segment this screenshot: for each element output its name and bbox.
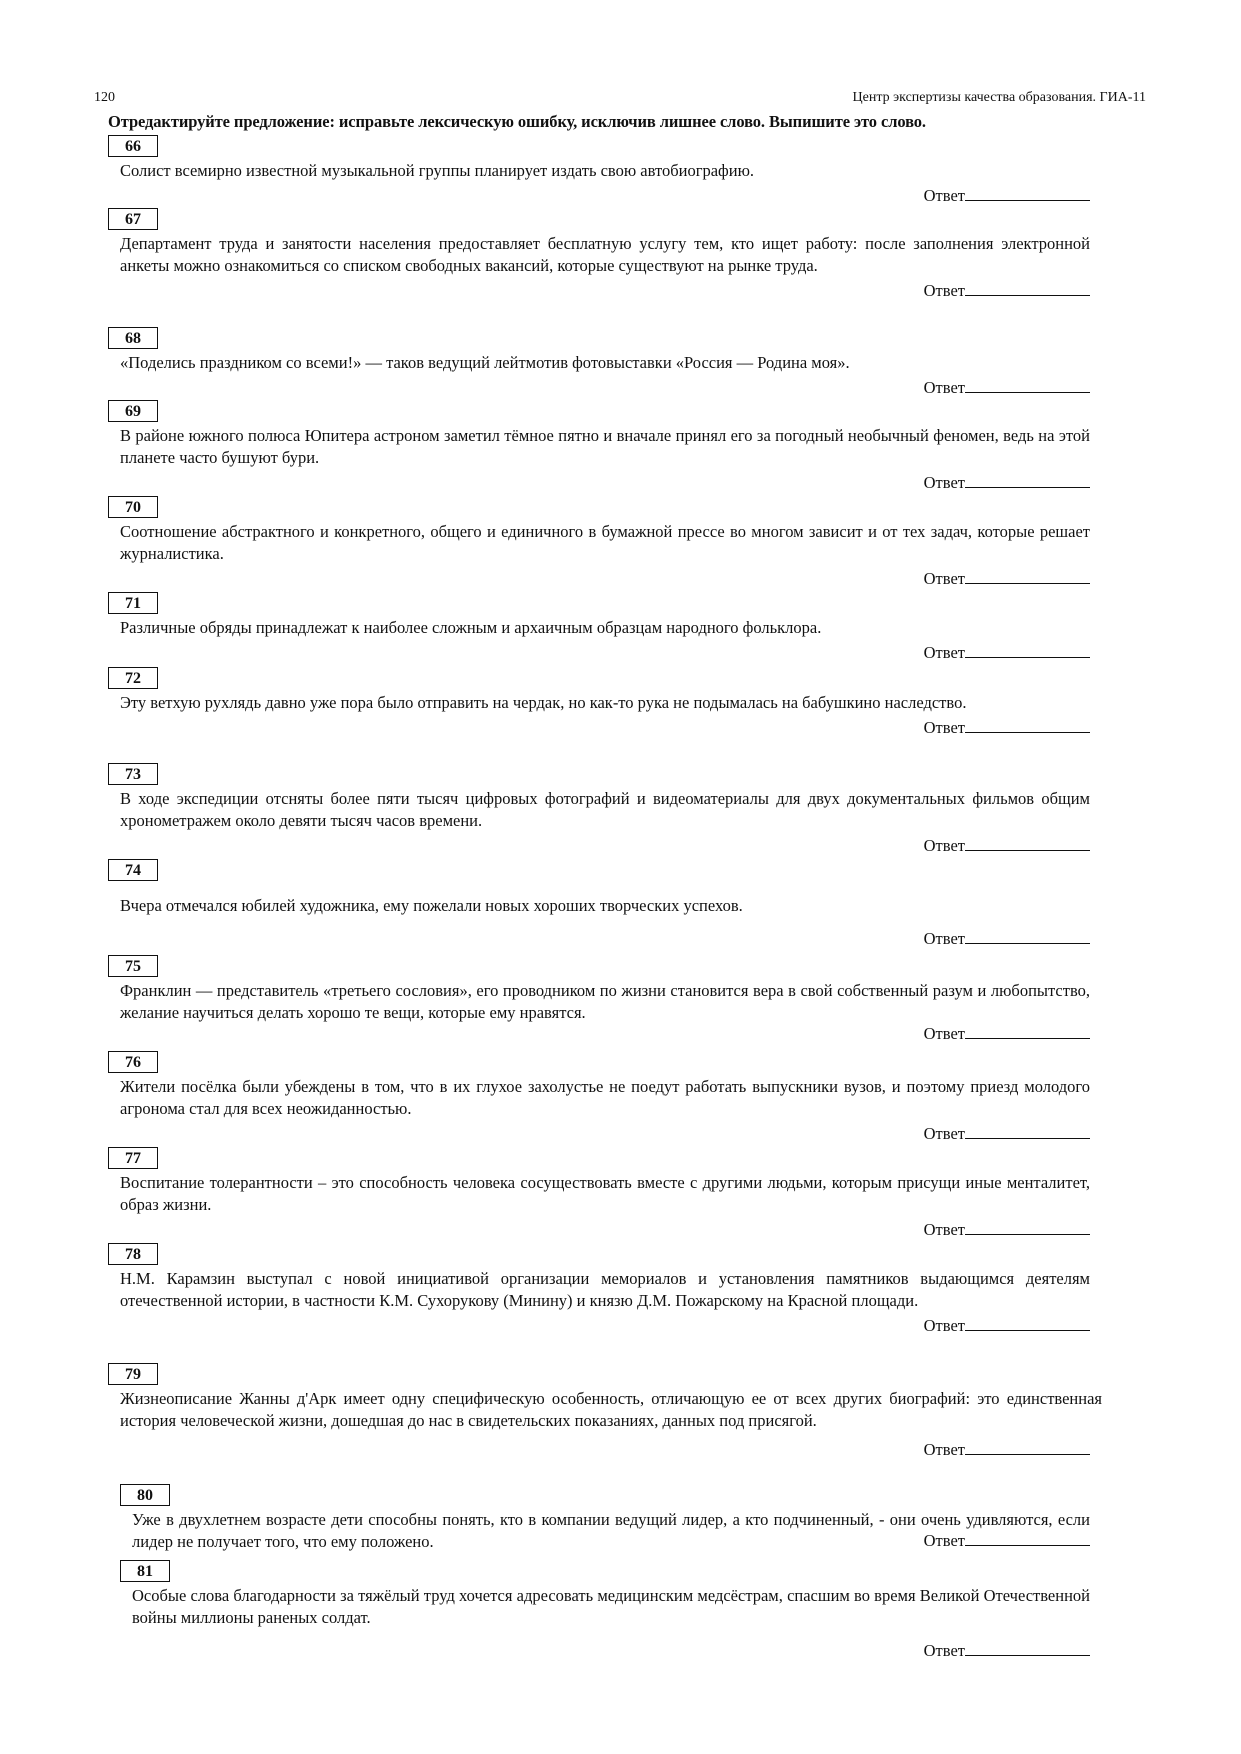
answer-label: Ответ <box>923 718 965 737</box>
answer-line[interactable] <box>965 1438 1090 1455</box>
answer-label: Ответ <box>923 1024 965 1043</box>
task-number: 72 <box>108 667 158 689</box>
answer-line[interactable] <box>965 184 1090 201</box>
task-71 <box>108 592 1090 664</box>
task-78 <box>108 1243 1090 1337</box>
task-text: Франклин — представитель «третьего сословия», его проводником по жизни становится вера в свой собственный разум и любопытство, желание научиться делать хорошо те вещи, которые ему нравятся. <box>120 981 1090 1022</box>
instruction: Отредактируйте предложение: исправьте лексическую ошибку, исключив лишнее слово. Выпишите это слово. <box>108 112 926 131</box>
task-number: 70 <box>108 496 158 518</box>
answer-field[interactable] <box>108 927 1090 950</box>
task-70 <box>108 496 1090 590</box>
task-80 <box>120 1484 1090 1552</box>
task-text: «Поделись праздником со всеми!» — таков ведущий лейтмотив фотовыставки «Россия — Родина моя». <box>120 353 850 372</box>
answer-label: Ответ <box>923 1531 965 1550</box>
task-74 <box>108 859 1090 950</box>
task-text: Вчера отмечался юбилей художника, ему пожелали новых хороших творческих успехов. <box>120 896 743 915</box>
task-79 <box>108 1363 1102 1461</box>
task-number: 75 <box>108 955 158 977</box>
task-76 <box>108 1051 1090 1145</box>
task-number: 79 <box>108 1363 158 1385</box>
task-number: 80 <box>120 1484 170 1506</box>
answer-line[interactable] <box>965 1218 1090 1235</box>
task-72 <box>108 667 1090 739</box>
answer-field[interactable] <box>108 376 1090 399</box>
answer-field[interactable] <box>108 716 1090 739</box>
answer-label: Ответ <box>923 186 965 205</box>
task-text: Н.М. Карамзин выступал с новой инициативой организации мемориалов и установления памятников выдающимся деятелям отечественной истории, в частности К.М. Сухорукову (Минину) и князю Д.М. Пожарскому на Красной площади. <box>120 1269 1090 1310</box>
task-number: 71 <box>108 592 158 614</box>
answer-line[interactable] <box>965 1314 1090 1331</box>
answer-field[interactable] <box>108 567 1090 590</box>
answer-label: Ответ <box>923 1440 965 1459</box>
answer-label: Ответ <box>923 1124 965 1143</box>
task-69 <box>108 400 1090 494</box>
task-number: 67 <box>108 208 158 230</box>
answer-line[interactable] <box>965 1122 1090 1139</box>
answer-field[interactable] <box>108 1122 1090 1145</box>
task-number: 76 <box>108 1051 158 1073</box>
answer-line[interactable] <box>965 376 1090 393</box>
task-number: 73 <box>108 763 158 785</box>
answer-field[interactable] <box>108 184 1090 207</box>
task-text: Уже в двухлетнем возрасте дети способны понять, кто в компании ведущий лидер, а кто подчиненный, - они очень удивляются, если лидер не получает того, что ему положено. <box>132 1510 1090 1551</box>
task-number: 81 <box>120 1560 170 1582</box>
answer-field[interactable] <box>108 1022 1090 1045</box>
answer-field[interactable] <box>108 834 1090 857</box>
answer-line[interactable] <box>965 927 1090 944</box>
task-text: Солист всемирно известной музыкальной группы планирует издать свою автобиографию. <box>120 161 755 180</box>
answer-label: Ответ <box>923 569 965 588</box>
answer-field[interactable] <box>108 279 1090 302</box>
task-number: 69 <box>108 400 158 422</box>
answer-label: Ответ <box>923 1641 965 1660</box>
answer-line[interactable] <box>965 641 1090 658</box>
page-header-source: Центр экспертизы качества образования. ГИА-11 <box>852 90 1146 105</box>
task-number: 66 <box>108 135 158 157</box>
answer-field[interactable] <box>108 471 1090 494</box>
answer-line[interactable] <box>965 834 1090 851</box>
task-number: 77 <box>108 1147 158 1169</box>
task-75 <box>108 955 1090 1045</box>
answer-line[interactable] <box>965 716 1090 733</box>
task-text: Воспитание толерантности – это способность человека сосуществовать вместе с другими людьми, которым присущи иные менталитет, образ жизни. <box>120 1173 1090 1214</box>
answer-label: Ответ <box>923 929 965 948</box>
task-text: Департамент труда и занятости населения предоставляет бесплатную услугу тем, кто ищет работу: после заполнения электронной анкеты можно ознакомиться со списком свободных вакансий, которые существуют на рынке труда. <box>120 234 1090 275</box>
task-81 <box>120 1560 1090 1662</box>
answer-line[interactable] <box>965 567 1090 584</box>
answer-field[interactable] <box>108 641 1090 664</box>
answer-line[interactable] <box>965 471 1090 488</box>
task-text: В ходе экспедиции отсняты более пяти тысяч цифровых фотографий и видеоматериалы для двух документальных фильмов общим хронометражем около девяти тысяч часов времени. <box>120 789 1090 830</box>
task-number: 78 <box>108 1243 158 1265</box>
answer-field[interactable] <box>120 1639 1090 1662</box>
page-number: 120 <box>94 90 115 105</box>
answer-label: Ответ <box>923 643 965 662</box>
answer-line[interactable] <box>965 1022 1090 1039</box>
answer-label: Ответ <box>923 836 965 855</box>
task-66 <box>108 135 1090 207</box>
answer-label: Ответ <box>923 1316 965 1335</box>
task-number: 68 <box>108 327 158 349</box>
task-67 <box>108 208 1090 302</box>
answer-label: Ответ <box>923 281 965 300</box>
task-77 <box>108 1147 1090 1241</box>
answer-label: Ответ <box>923 1220 965 1239</box>
answer-label: Ответ <box>923 473 965 492</box>
task-text: Особые слова благодарности за тяжёлый труд хочется адресовать медицинским медсёстрам, спасшим во время Великой Отечественной войны миллионы раненых солдат. <box>132 1586 1090 1627</box>
task-number: 74 <box>108 859 158 881</box>
task-text: Жители посёлка были убеждены в том, что в их глухое захолустье не поедут работать выпускники вузов, и поэтому приезд молодого агронома стал для всех неожиданностью. <box>120 1077 1090 1118</box>
answer-line[interactable] <box>965 1639 1090 1656</box>
task-68 <box>108 327 1090 399</box>
answer-field[interactable] <box>108 1438 1090 1461</box>
answer-field[interactable] <box>108 1314 1090 1337</box>
answer-label: Ответ <box>923 378 965 397</box>
answer-field[interactable] <box>108 1218 1090 1241</box>
task-text: Эту ветхую рухлядь давно уже пора было отправить на чердак, но как-то рука не подымалась на бабушкино наследство. <box>120 693 967 712</box>
task-text: Жизнеописание Жанны д'Арк имеет одну специфическую особенность, отличающую ее от всех других биографий: это единственная история человеческой жизни, дошедшая до нас в свидетельских показаниях, данных под присягой. <box>120 1389 1102 1430</box>
answer-line[interactable] <box>965 1529 1090 1546</box>
answer-line[interactable] <box>965 279 1090 296</box>
task-text: Различные обряды принадлежат к наиболее сложным и архаичным образцам народного фольклора. <box>120 618 822 637</box>
task-73 <box>108 763 1090 857</box>
task-text: В районе южного полюса Юпитера астроном заметил тёмное пятно и вначале принял его за погодный необычный феномен, ведь на этой планете часто бушуют бури. <box>120 426 1090 467</box>
task-text: Соотношение абстрактного и конкретного, общего и единичного в бумажной прессе во многом зависит и от тех задач, которые решает журналистика. <box>120 522 1090 563</box>
